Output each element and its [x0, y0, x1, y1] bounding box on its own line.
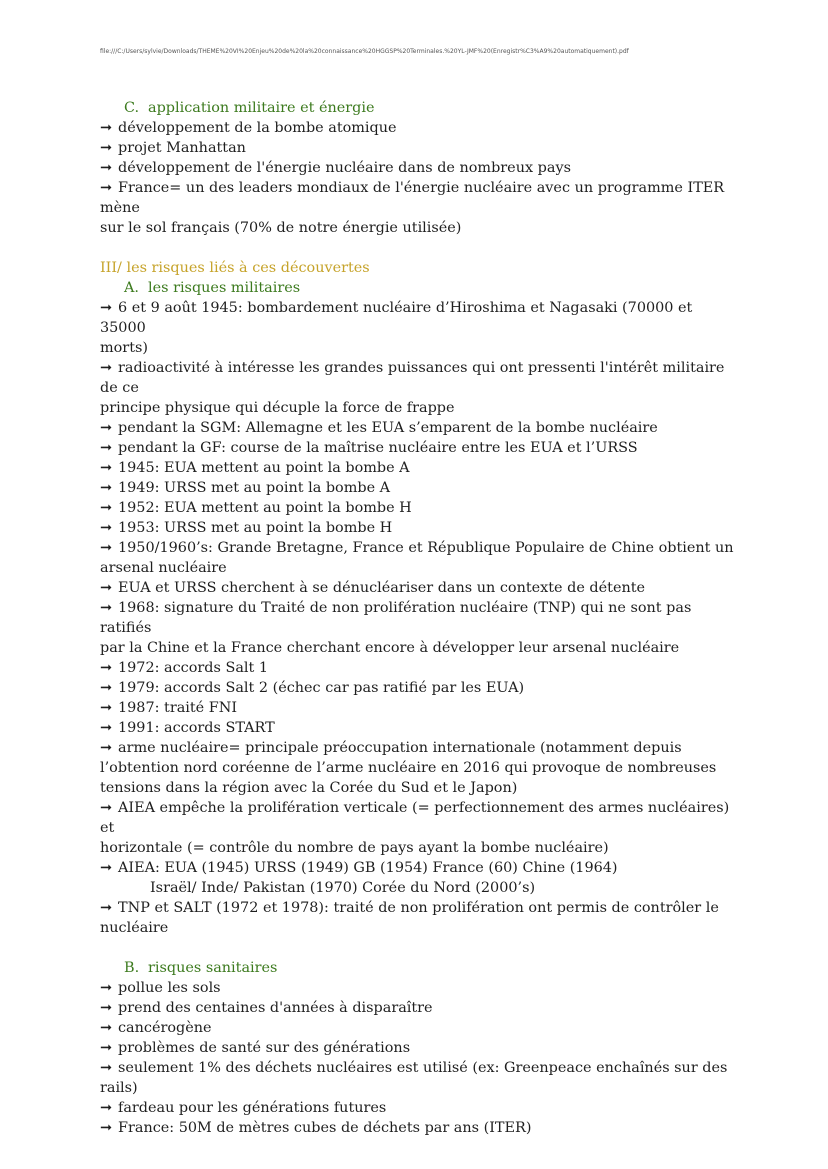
section-c-letter: C. — [124, 100, 140, 116]
list-item: ➞ fardeau pour les générations futures — [100, 1100, 387, 1116]
list-item: ➞ cancérogène — [100, 1020, 212, 1036]
section-c-title: application militaire et énergie — [148, 100, 375, 116]
list-item: ➞ EUA et URSS cherchent à se dénucléariser dans un contexte de détente — [100, 580, 646, 596]
list-item: ➞ France= un des leaders mondiaux de l'énergie nucléaire avec un programme ITER mène — [100, 180, 725, 216]
list-item: ➞ arme nucléaire= principale préoccupation internationale (notamment depuis — [100, 740, 682, 756]
arrow-icon: ➞ — [100, 1040, 113, 1056]
arrow-icon: ➞ — [100, 420, 113, 436]
arrow-icon: ➞ — [100, 1120, 113, 1136]
section-c-heading — [100, 98, 740, 118]
list-item: ➞ France: 50M de mètres cubes de déchets par ans (ITER) — [100, 1120, 532, 1136]
document-page — [100, 98, 740, 1138]
arrow-icon: ➞ — [100, 500, 113, 516]
list-item: ➞ 1953: URSS met au point la bombe H — [100, 520, 393, 536]
list-item: ➞ 1972: accords Salt 1 — [100, 660, 269, 676]
arrow-icon: ➞ — [100, 800, 113, 816]
list-item: ➞ 1945: EUA mettent au point la bombe A — [100, 460, 410, 476]
list-item-continuation: principe physique qui décuple la force de frappe — [100, 400, 455, 416]
file-path-header: file:///C:/Users/sylvie/Downloads/THEME%20VI%20Enjeu%20de%20la%20connaissance%20HGGSP%20Terminales.%20YL-JMF%20(Enregistr%C3%A9%20automatiquement).pdf — [100, 48, 629, 55]
arrow-icon: ➞ — [100, 300, 113, 316]
list-item: ➞ pollue les sols — [100, 980, 221, 996]
arrow-icon: ➞ — [100, 120, 113, 136]
section-a-title: les risques militaires — [148, 280, 301, 296]
list-item: ➞ TNP et SALT (1972 et 1978): traité de non prolifération ont permis de contrôler le — [100, 900, 719, 916]
arrow-icon: ➞ — [100, 460, 113, 476]
list-item-continuation: arsenal nucléaire — [100, 560, 227, 576]
list-item: ➞ seulement 1% des déchets nucléaires est utilisé (ex: Greenpeace enchaînés sur des rails) — [100, 1060, 728, 1096]
list-item: ➞ 1950/1960’s: Grande Bretagne, France et République Populaire de Chine obtient un — [100, 540, 734, 556]
arrow-icon: ➞ — [100, 900, 113, 916]
arrow-icon: ➞ — [100, 720, 113, 736]
list-item: ➞ 1949: URSS met au point la bombe A — [100, 480, 391, 496]
arrow-icon: ➞ — [100, 180, 113, 196]
section-a-heading — [100, 278, 740, 298]
section-a-letter: A. — [124, 280, 139, 296]
list-item: ➞ radioactivité à intéresse les grandes puissances qui ont pressenti l'intérêt militaire de ce — [100, 360, 725, 396]
list-item-continuation: morts) — [100, 340, 148, 356]
arrow-icon: ➞ — [100, 140, 113, 156]
list-item: ➞ problèmes de santé sur des générations — [100, 1040, 411, 1056]
list-item-continuation: sur le sol français (70% de notre énergie utilisée) — [100, 220, 462, 236]
list-item: ➞ 6 et 9 août 1945: bombardement nucléaire d’Hiroshima et Nagasaki (70000 et 35000 — [100, 300, 693, 336]
list-item: ➞ AIEA: EUA (1945) URSS (1949) GB (1954) France (60) Chine (1964) — [100, 860, 618, 876]
list-item: ➞ 1952: EUA mettent au point la bombe H — [100, 500, 412, 516]
list-item: ➞ AIEA empêche la prolifération verticale (= perfectionnement des armes nucléaires) et — [100, 800, 730, 836]
arrow-icon: ➞ — [100, 520, 113, 536]
section-b-heading — [100, 958, 740, 978]
section-b-title: risques sanitaires — [148, 960, 278, 976]
list-item: ➞ prend des centaines d'années à disparaître — [100, 1000, 433, 1016]
list-item: ➞ 1987: traité FNI — [100, 700, 238, 716]
arrow-icon: ➞ — [100, 1020, 113, 1036]
arrow-icon: ➞ — [100, 580, 113, 596]
list-item: ➞ projet Manhattan — [100, 140, 246, 156]
arrow-icon: ➞ — [100, 600, 113, 616]
list-item-continuation: nucléaire — [100, 920, 169, 936]
list-item-continuation: l’obtention nord coréenne de l’arme nucléaire en 2016 qui provoque de nombreuses — [100, 760, 717, 776]
list-item-continuation: horizontale (= contrôle du nombre de pays ayant la bombe nucléaire) — [100, 840, 609, 856]
list-item: ➞ 1968: signature du Traité de non prolifération nucléaire (TNP) qui ne sont pas ratifiés — [100, 600, 692, 636]
arrow-icon: ➞ — [100, 480, 113, 496]
list-item: ➞ 1991: accords START — [100, 720, 275, 736]
list-item: ➞ pendant la GF: course de la maîtrise nucléaire entre les EUA et l’URSS — [100, 440, 638, 456]
list-item: ➞ développement de la bombe atomique — [100, 120, 397, 136]
arrow-icon: ➞ — [100, 1000, 113, 1016]
section-b-letter: B. — [124, 960, 140, 976]
arrow-icon: ➞ — [100, 700, 113, 716]
arrow-icon: ➞ — [100, 980, 113, 996]
arrow-icon: ➞ — [100, 1100, 113, 1116]
list-item-continuation: Israël/ Inde/ Pakistan (1970) Corée du Nord (2000’s) — [150, 880, 536, 896]
list-item: ➞ pendant la SGM: Allemagne et les EUA s’emparent de la bombe nucléaire — [100, 420, 658, 436]
arrow-icon: ➞ — [100, 440, 113, 456]
list-item-continuation: par la Chine et la France cherchant encore à développer leur arsenal nucléaire — [100, 640, 680, 656]
section-3-heading: III/ les risques liés à ces découvertes — [100, 260, 370, 276]
arrow-icon: ➞ — [100, 680, 113, 696]
arrow-icon: ➞ — [100, 660, 113, 676]
arrow-icon: ➞ — [100, 160, 113, 176]
list-item-continuation: tensions dans la région avec la Corée du Sud et le Japon) — [100, 780, 518, 796]
list-item: ➞ 1979: accords Salt 2 (échec car pas ratifié par les EUA) — [100, 680, 525, 696]
arrow-icon: ➞ — [100, 740, 113, 756]
arrow-icon: ➞ — [100, 360, 113, 376]
arrow-icon: ➞ — [100, 860, 113, 876]
list-item: ➞ développement de l'énergie nucléaire dans de nombreux pays — [100, 160, 571, 176]
arrow-icon: ➞ — [100, 540, 113, 556]
arrow-icon: ➞ — [100, 1060, 113, 1076]
